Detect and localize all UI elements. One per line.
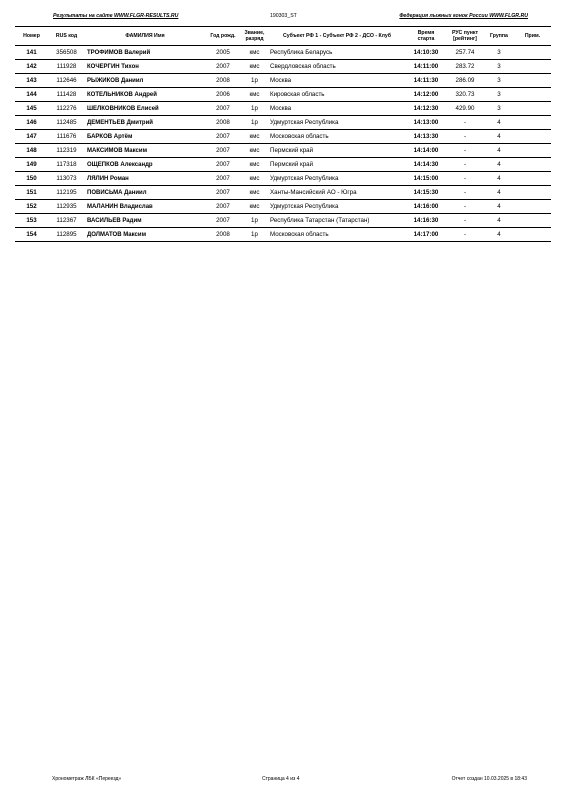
cell-start-time: 14:14:00 — [406, 144, 446, 158]
cell-name: ПОВИСЬМА Даниил — [85, 186, 205, 200]
cell-region: Пермский край — [268, 144, 406, 158]
col-header-note: Прим. — [514, 27, 551, 46]
event-code: 190303_ST — [270, 13, 297, 19]
cell-rating: 320.73 — [446, 88, 484, 102]
cell-birth-year: 2007 — [205, 102, 241, 116]
cell-start-time: 14:12:00 — [406, 88, 446, 102]
col-header-rank-line2: разряд — [245, 36, 264, 42]
cell-number: 147 — [15, 130, 48, 144]
cell-start-time: 14:11:30 — [406, 74, 446, 88]
page-header — [0, 13, 566, 23]
cell-birth-year: 2007 — [205, 130, 241, 144]
cell-name: ЛЯЛИН Роман — [85, 172, 205, 186]
cell-rus-code: 111676 — [48, 130, 85, 144]
cell-group: 4 — [484, 116, 514, 130]
cell-rank: кмс — [241, 88, 268, 102]
table-row — [15, 102, 551, 116]
cell-region: Удмуртская Республика — [268, 116, 406, 130]
cell-note — [514, 130, 551, 144]
cell-birth-year: 2008 — [205, 228, 241, 242]
cell-name: КОЧЕРГИН Тихон — [85, 60, 205, 74]
table-row — [15, 186, 551, 200]
cell-number: 148 — [15, 144, 48, 158]
cell-birth-year: 2007 — [205, 144, 241, 158]
cell-note — [514, 46, 551, 60]
table-row — [15, 116, 551, 130]
cell-number: 143 — [15, 74, 48, 88]
cell-rus-code: 112276 — [48, 102, 85, 116]
cell-rus-code: 112195 — [48, 186, 85, 200]
col-header-birth-year: Год рожд. — [205, 27, 241, 46]
cell-note — [514, 116, 551, 130]
cell-rating: - — [446, 228, 484, 242]
cell-rus-code: 112895 — [48, 228, 85, 242]
cell-rank: кмс — [241, 172, 268, 186]
cell-group: 3 — [484, 74, 514, 88]
table-row — [15, 158, 551, 172]
cell-number: 151 — [15, 186, 48, 200]
cell-rating: - — [446, 144, 484, 158]
cell-rating: - — [446, 214, 484, 228]
cell-number: 150 — [15, 172, 48, 186]
cell-rus-code: 111928 — [48, 60, 85, 74]
cell-start-time: 14:12:30 — [406, 102, 446, 116]
cell-birth-year: 2007 — [205, 186, 241, 200]
cell-group: 3 — [484, 60, 514, 74]
cell-start-time: 14:16:30 — [406, 214, 446, 228]
cell-rank: кмс — [241, 200, 268, 214]
col-header-rus-code: RUS код — [48, 27, 85, 46]
cell-note — [514, 88, 551, 102]
cell-number: 149 — [15, 158, 48, 172]
cell-region: Удмуртская Республика — [268, 172, 406, 186]
cell-group: 3 — [484, 102, 514, 116]
cell-rating: 429.90 — [446, 102, 484, 116]
cell-rating: - — [446, 172, 484, 186]
col-header-rank — [241, 27, 268, 46]
col-header-rating-line1: РУС пункт — [451, 30, 479, 36]
cell-number: 153 — [15, 214, 48, 228]
cell-rus-code: 112646 — [48, 74, 85, 88]
page-number: Страница 4 из 4 — [262, 776, 300, 782]
cell-group: 4 — [484, 228, 514, 242]
table-row — [15, 200, 551, 214]
cell-region: Республика Татарстан (Татарстан) — [268, 214, 406, 228]
cell-name: ОЩЕПКОВ Александр — [85, 158, 205, 172]
cell-birth-year: 2007 — [205, 214, 241, 228]
table-row — [15, 144, 551, 158]
cell-start-time: 14:10:30 — [406, 46, 446, 60]
cell-note — [514, 102, 551, 116]
cell-name: РЫЖИКОВ Даниил — [85, 74, 205, 88]
cell-name: ТРОФИМОВ Валерий — [85, 46, 205, 60]
cell-name: МАЛАНИН Владислав — [85, 200, 205, 214]
cell-rating: 257.74 — [446, 46, 484, 60]
cell-birth-year: 2008 — [205, 74, 241, 88]
table-row — [15, 228, 551, 242]
cell-group: 4 — [484, 130, 514, 144]
col-header-time-line1: Время — [417, 30, 435, 36]
cell-name: КОТЕЛЬНИКОВ Андрей — [85, 88, 205, 102]
cell-region: Пермский край — [268, 158, 406, 172]
cell-birth-year: 2006 — [205, 88, 241, 102]
cell-rank: кмс — [241, 60, 268, 74]
cell-rank: 1р — [241, 74, 268, 88]
table-row — [15, 172, 551, 186]
table-row — [15, 74, 551, 88]
cell-rating: - — [446, 200, 484, 214]
cell-birth-year: 2005 — [205, 46, 241, 60]
cell-number: 146 — [15, 116, 48, 130]
cell-start-time: 14:15:00 — [406, 172, 446, 186]
cell-rank: 1р — [241, 102, 268, 116]
cell-rating: 286.09 — [446, 74, 484, 88]
cell-rating: - — [446, 158, 484, 172]
cell-group: 3 — [484, 88, 514, 102]
cell-name: ВАСИЛЬЕВ Радим — [85, 214, 205, 228]
cell-start-time: 14:16:00 — [406, 200, 446, 214]
cell-start-time: 14:14:30 — [406, 158, 446, 172]
cell-rus-code: 112367 — [48, 214, 85, 228]
cell-region: Кировская область — [268, 88, 406, 102]
cell-note — [514, 186, 551, 200]
cell-rus-code: 112485 — [48, 116, 85, 130]
cell-group: 4 — [484, 172, 514, 186]
table-header-row — [15, 27, 551, 46]
cell-group: 4 — [484, 214, 514, 228]
col-header-rank-line1: Звание, — [244, 30, 265, 36]
col-header-name: ФАМИЛИЯ Имя — [85, 27, 205, 46]
cell-note — [514, 172, 551, 186]
cell-name: ШЕЛКОВНИКОВ Елисей — [85, 102, 205, 116]
cell-note — [514, 158, 551, 172]
cell-rank: кмс — [241, 46, 268, 60]
table-row — [15, 88, 551, 102]
col-header-group: Группа — [484, 27, 514, 46]
page-footer — [0, 776, 566, 786]
cell-note — [514, 214, 551, 228]
cell-number: 154 — [15, 228, 48, 242]
cell-region: Москва — [268, 74, 406, 88]
cell-number: 141 — [15, 46, 48, 60]
cell-rating: - — [446, 116, 484, 130]
col-header-time-line2: старта — [417, 36, 435, 42]
cell-birth-year: 2007 — [205, 60, 241, 74]
cell-name: БАРКОВ Артём — [85, 130, 205, 144]
start-list-table — [15, 26, 551, 242]
cell-rating: 283.72 — [446, 60, 484, 74]
cell-note — [514, 228, 551, 242]
col-header-rating — [446, 27, 484, 46]
table-row — [15, 130, 551, 144]
results-site-link[interactable]: Результаты на сайте WWW.FLGR-RESULTS.RU — [53, 13, 179, 19]
cell-name: ДЕМЕНТЬЕВ Дмитрий — [85, 116, 205, 130]
cell-region: Московская область — [268, 130, 406, 144]
cell-note — [514, 74, 551, 88]
cell-rus-code: 356508 — [48, 46, 85, 60]
timing-credit: Хронометраж ЛБК «Переезд» — [52, 776, 122, 782]
cell-name: ДОЛМАТОВ Максим — [85, 228, 205, 242]
cell-group: 4 — [484, 144, 514, 158]
cell-start-time: 14:11:00 — [406, 60, 446, 74]
cell-region: Ханты-Мансийский АО - Югра — [268, 186, 406, 200]
cell-rank: 1р — [241, 228, 268, 242]
col-header-number: Номер — [15, 27, 48, 46]
cell-group: 3 — [484, 46, 514, 60]
cell-start-time: 14:13:00 — [406, 116, 446, 130]
cell-start-time: 14:15:30 — [406, 186, 446, 200]
federation-site-link[interactable]: Федерация лыжных гонок России WWW.FLGR.RU — [399, 13, 528, 19]
col-header-rating-line2: [рейтинг] — [453, 36, 477, 42]
cell-start-time: 14:17:00 — [406, 228, 446, 242]
cell-number: 142 — [15, 60, 48, 74]
cell-rus-code: 113073 — [48, 172, 85, 186]
cell-birth-year: 2008 — [205, 116, 241, 130]
cell-rus-code: 117318 — [48, 158, 85, 172]
cell-group: 4 — [484, 158, 514, 172]
cell-rating: - — [446, 130, 484, 144]
cell-rank: 1р — [241, 116, 268, 130]
cell-rank: кмс — [241, 186, 268, 200]
cell-region: Удмуртская Республика — [268, 200, 406, 214]
cell-region: Республика Беларусь — [268, 46, 406, 60]
table-row — [15, 214, 551, 228]
cell-rank: кмс — [241, 158, 268, 172]
cell-rank: кмс — [241, 130, 268, 144]
col-header-start-time — [406, 27, 446, 46]
table-row — [15, 60, 551, 74]
cell-rank: кмс — [241, 144, 268, 158]
report-created: Отчет создан 10.03.2025 в 18:43 — [451, 776, 527, 782]
cell-rank: 1р — [241, 214, 268, 228]
cell-rating: - — [446, 186, 484, 200]
col-header-region: Субъект РФ 1 - Субъект РФ 2 - ДСО - Клуб — [268, 27, 406, 46]
cell-birth-year: 2007 — [205, 172, 241, 186]
cell-group: 4 — [484, 200, 514, 214]
cell-rus-code: 112935 — [48, 200, 85, 214]
cell-region: Москва — [268, 102, 406, 116]
cell-number: 144 — [15, 88, 48, 102]
cell-birth-year: 2007 — [205, 158, 241, 172]
cell-group: 4 — [484, 186, 514, 200]
cell-name: МАКСИМОВ Максим — [85, 144, 205, 158]
cell-number: 145 — [15, 102, 48, 116]
table-row — [15, 46, 551, 60]
cell-rus-code: 111428 — [48, 88, 85, 102]
cell-note — [514, 60, 551, 74]
cell-region: Свердловская область — [268, 60, 406, 74]
cell-start-time: 14:13:30 — [406, 130, 446, 144]
cell-note — [514, 200, 551, 214]
cell-birth-year: 2007 — [205, 200, 241, 214]
cell-note — [514, 144, 551, 158]
cell-number: 152 — [15, 200, 48, 214]
cell-rus-code: 112319 — [48, 144, 85, 158]
cell-region: Московская область — [268, 228, 406, 242]
